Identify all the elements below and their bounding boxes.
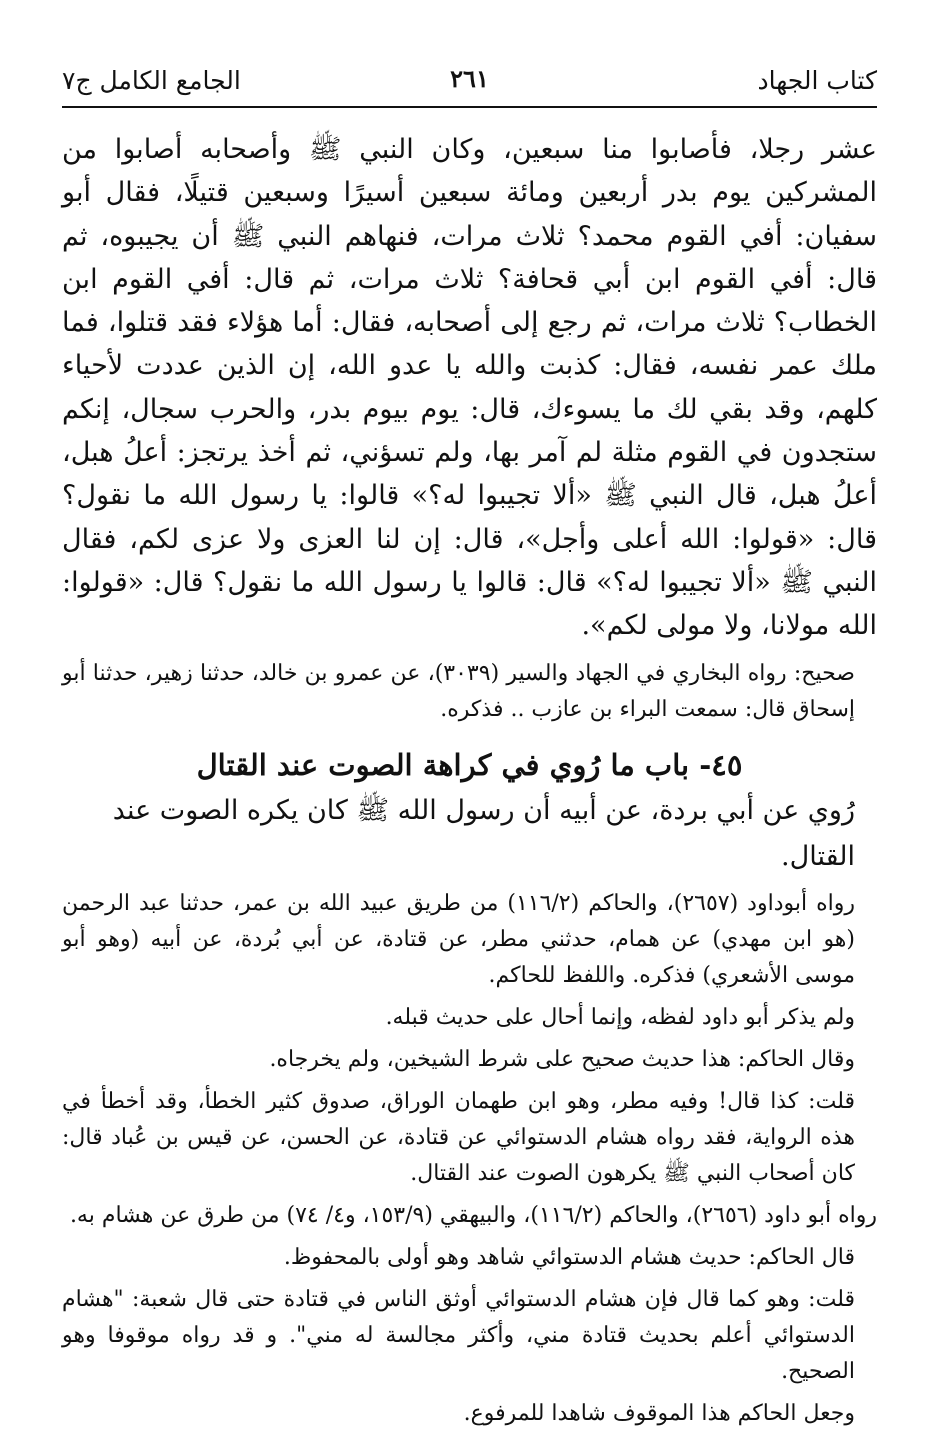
page-body (62, 128, 877, 1432)
hadith-2-text: رُوي عن أبي بردة، عن أبيه أن رسول الله ﷺ كان يكره الصوت عند القتال. (112, 794, 855, 872)
hadith-text: عشر رجلا، فأصابوا منا سبعين، وكان النبي ﷺ وأصحابه أصابوا من المشركين يوم بدر أربعين ومائة سبعين أسيرًا وسبعين قتيلًا، فقال أبو سفيان: أفي القوم محمد؟ ثلاث مرات، فنهاهم النبي ﷺ أن يجيبوه، ثم قال: أفي القوم ابن أبي قحافة؟ ثلاث مرات، ثم قال: أفي القوم ابن الخطاب؟ ثلاث مرات، ثم رجع إلى أصحابه، فقال: أما هؤلاء فقد قتلوا، فما ملك عمر نفسه، فقال: كذبت والله يا عدو الله، إن الذين عددت لأحياء كلهم، وقد بقي لك ما يسوءك، قال: يوم بيوم بدر، والحرب سجال، إنكم ستجدون في القوم مثلة لم آمر بها، ولم تسؤني، ثم أخذ يرتجز: أعلُ هبل، أعلُ هبل، قال النبي ﷺ «ألا تجيبوا له؟» قالوا: يا رسول الله ما نقول؟ قال: «قولوا: الله أعلى وأجل»، قال: إن لنا العزى ولا عزى لكم، فقال النبي ﷺ «ألا تجيبوا له؟» قال: قالوا يا رسول الله ما نقول؟ قال: «قولوا: الله مولانا، ولا مولى لكم». (62, 134, 877, 642)
note-paragraph: قلت: كذا قال! وفيه مطر، وهو ابن طهمان الوراق، صدوق كثير الخطأ، وقد أخطأ في هذه الرواية، فقد رواه هشام الدستوائي عن قتادة، عن الحسن، عن قيس بن عُباد قال: كان أصحاب النبي ﷺ يكرهون الصوت عند القتال. (62, 1088, 855, 1186)
note-paragraph: وجعل الحاكم هذا الموقوف شاهدا للمرفوع. (463, 1400, 855, 1426)
book-title: كتاب الجهاد (757, 65, 877, 95)
header-rule (62, 106, 877, 108)
note-paragraph: قال الحاكم: حديث هشام الدستوائي شاهد وهو أولى بالمحفوظ. (283, 1244, 855, 1270)
note-paragraph: وقال الحاكم: هذا حديث صحيح على شرط الشيخين، ولم يخرجاه. (269, 1046, 855, 1072)
note-paragraph: قلت: وهو كما قال فإن هشام الدستوائي أوثق الناس في قتادة حتى قال شعبة: "هشام الدستوائي أعلم بحديث قتادة مني، وأكثر مجالسة له مني". و قد رواه موقوفا وهو الصحيح. (62, 1286, 855, 1384)
note-paragraph: ولم يذكر أبو داود لفظه، وإنما أحال على حديث قبله. (385, 1004, 855, 1030)
page-number: ٢٦١ (450, 64, 489, 93)
note-paragraph: رواه أبو داود (٢٦٥٦)، والحاكم (١١٦/٢)، والبيهقي (١٥٣/٩، و٤/ ٧٤) من طرق عن هشام به. (69, 1202, 877, 1228)
section-heading: ٤٥- باب ما رُوي في كراهة الصوت عند القتال (196, 747, 743, 782)
volume-title: الجامع الكامل ج٧ (62, 65, 241, 95)
note-paragraph: رواه أبوداود (٢٦٥٧)، والحاكم (١١٦/٢) من طريق عبيد الله بن عمر، حدثنا عبد الرحمن (هو ابن مهدي) عن همام، حدثني مطر، عن قتادة، عن أبي بُردة، عن أبيه (وهو أبو موسى الأشعري) فذكره. واللفظ للحاكم. (62, 890, 855, 988)
running-header (62, 58, 877, 102)
takhrij-note: صحيح: رواه البخاري في الجهاد والسير (٣٠٣٩)، عن عمرو بن خالد، حدثنا زهير، حدثنا أبو إسحاق قال: سمعت البراء بن عازب .. فذكره. (62, 660, 855, 722)
